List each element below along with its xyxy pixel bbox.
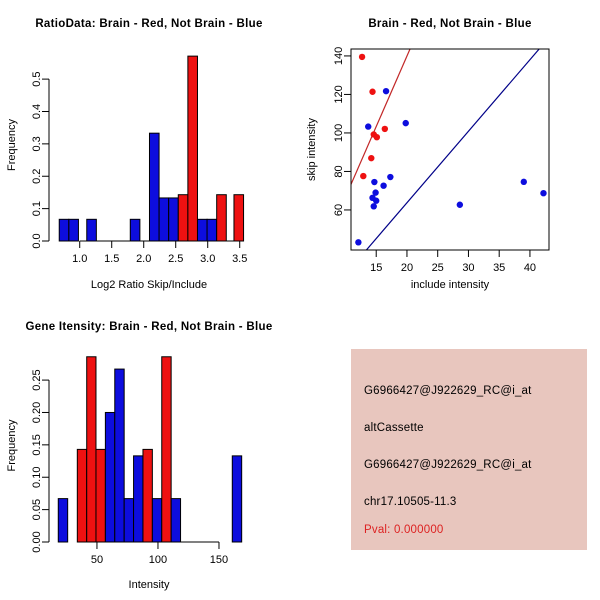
skip_include_scatter-axes xyxy=(333,47,536,274)
skip_include_scatter-plot-area xyxy=(333,47,549,274)
y-tick-label: 0.1 xyxy=(31,200,44,217)
y-tick-label: 0.00 xyxy=(31,531,43,553)
gene_hist-bar-red xyxy=(87,357,96,542)
ratio_hist-title: RatioData: Brain - Red, Not Brain - Blue xyxy=(35,18,263,30)
x-tick-label: 2.5 xyxy=(168,253,184,265)
gene_hist-bar-red xyxy=(77,449,86,542)
ratio_hist-bar-blue xyxy=(159,198,169,241)
y-tick-label: 0.15 xyxy=(31,434,44,456)
ratio_hist-bar-red xyxy=(217,195,227,241)
gene_hist-ylabel: Frequency xyxy=(6,419,18,472)
x-tick-label: 15 xyxy=(370,262,383,274)
ratio_hist-bar-red xyxy=(188,56,198,241)
not-brain-point xyxy=(380,183,386,189)
ratio-histogram-panel xyxy=(0,0,300,300)
ratio_hist-bar-blue xyxy=(130,219,140,241)
skip_include_scatter-fit-lines xyxy=(351,49,539,250)
brain-point xyxy=(374,134,380,140)
chromosome-location-text: chr17.10505-11.3 xyxy=(364,496,457,508)
pval-text: Pval: 0.000000 xyxy=(364,524,444,536)
not-brain-point xyxy=(371,203,377,209)
ratio_hist-xlabel: Log2 Ratio Skip/Include xyxy=(90,279,208,291)
y-tick-label: 80 xyxy=(332,165,345,178)
y-tick-label: 120 xyxy=(332,85,345,104)
ratio_hist-bar-blue xyxy=(149,133,159,241)
y-tick-label: 0.3 xyxy=(30,136,43,152)
not-brain-point xyxy=(540,190,546,196)
brain-point xyxy=(360,173,366,179)
y-tick-label: 0.25 xyxy=(30,369,43,391)
y-tick-label: 0.5 xyxy=(31,71,44,87)
x-tick-label: 100 xyxy=(148,554,168,566)
skip_include_scatter-xlabel: include intensity xyxy=(410,279,490,291)
y-tick-label: 140 xyxy=(333,46,346,66)
probe-id-2-text: G6966427@J922629_RC@i_at xyxy=(364,459,532,471)
gene_hist-bars xyxy=(58,357,241,542)
ratio_hist-bar-blue xyxy=(207,219,217,241)
not-brain-point xyxy=(457,202,463,208)
not-brain-point xyxy=(521,179,527,185)
ratio_hist-bar-red xyxy=(178,195,188,241)
ratio_hist-bar-blue xyxy=(69,219,79,241)
x-tick-label: 2.0 xyxy=(136,253,152,265)
x-tick-label: 35 xyxy=(493,262,506,274)
ratio_hist-ylabel: Frequency xyxy=(6,119,18,171)
not-brain-point xyxy=(383,88,389,94)
gene_hist-bar-blue xyxy=(105,412,114,542)
not-brain-point xyxy=(371,179,377,185)
splice-type-text: altCassette xyxy=(364,422,424,434)
not-brain-point xyxy=(387,174,393,180)
not-brain-point xyxy=(365,123,371,129)
y-tick-label: 60 xyxy=(333,203,346,217)
gene_hist-bar-blue xyxy=(134,456,143,542)
gene_hist-bar-red xyxy=(162,357,171,542)
gene-intensity-histogram-panel xyxy=(0,300,300,600)
skip_include_scatter-frame xyxy=(351,49,549,250)
brain-point xyxy=(368,155,374,161)
not-brain-fit-line xyxy=(366,49,539,250)
y-tick-label: 0.2 xyxy=(31,168,44,184)
brain-point xyxy=(369,89,375,95)
y-tick-label: 100 xyxy=(333,123,346,143)
skip-include-scatter-panel xyxy=(300,0,600,300)
gene-info-panel xyxy=(351,349,587,550)
x-tick-label: 50 xyxy=(90,554,104,566)
ratio_hist-bars xyxy=(59,56,243,241)
y-tick-label: 0.10 xyxy=(31,466,44,488)
skip_include_scatter-points xyxy=(355,54,546,246)
ratio_hist-plot-area xyxy=(31,56,247,265)
not-brain-point xyxy=(355,239,361,245)
not-brain-point xyxy=(403,120,409,126)
ratio_hist-bar-blue xyxy=(59,219,69,241)
gene_hist-bar-red xyxy=(96,449,105,542)
probe-id-text: G6966427@J922629_RC@i_at xyxy=(364,385,532,397)
y-tick-label: 0.0 xyxy=(31,233,43,249)
x-tick-label: 1.5 xyxy=(104,253,120,265)
x-tick-label: 25 xyxy=(431,262,444,274)
skip_include_scatter-ylabel: skip intensity xyxy=(306,118,318,181)
x-tick-label: 1.0 xyxy=(72,253,88,265)
y-tick-label: 0.05 xyxy=(30,498,43,521)
y-tick-label: 0.20 xyxy=(30,401,43,424)
gene_hist-title: Gene Itensity: Brain - Red, Not Brain - Blue xyxy=(25,321,273,333)
brain-point xyxy=(359,54,365,60)
skip_include_scatter-title: Brain - Red, Not Brain - Blue xyxy=(368,18,532,30)
x-tick-label: 150 xyxy=(209,554,229,566)
brain-point xyxy=(382,126,388,132)
not-brain-point xyxy=(373,198,379,204)
ratio_hist-bar-blue xyxy=(87,219,97,241)
brain-fit-line xyxy=(351,49,410,184)
gene_hist-bar-blue xyxy=(58,499,67,542)
gene_hist-plot-area xyxy=(31,357,242,566)
gene_hist-bar-blue xyxy=(124,499,133,542)
gene_hist-xlabel: Intensity xyxy=(128,579,170,591)
x-tick-label: 3.0 xyxy=(200,253,216,265)
x-tick-label: 20 xyxy=(400,262,414,274)
gene_hist-bar-blue xyxy=(115,369,124,542)
y-tick-label: 0.4 xyxy=(30,103,43,120)
x-tick-label: 3.5 xyxy=(232,253,248,265)
ratio_hist-bar-blue xyxy=(169,198,179,241)
x-tick-label: 30 xyxy=(462,262,475,274)
gene_hist-bar-red xyxy=(143,449,152,542)
gene_hist-bar-blue xyxy=(171,499,180,542)
ratio_hist-bar-blue xyxy=(197,219,207,241)
x-tick-label: 40 xyxy=(523,262,537,274)
gene_hist-bar-blue xyxy=(232,456,241,542)
ratio_hist-bar-red xyxy=(234,195,244,241)
gene_hist-bar-blue xyxy=(152,499,161,542)
